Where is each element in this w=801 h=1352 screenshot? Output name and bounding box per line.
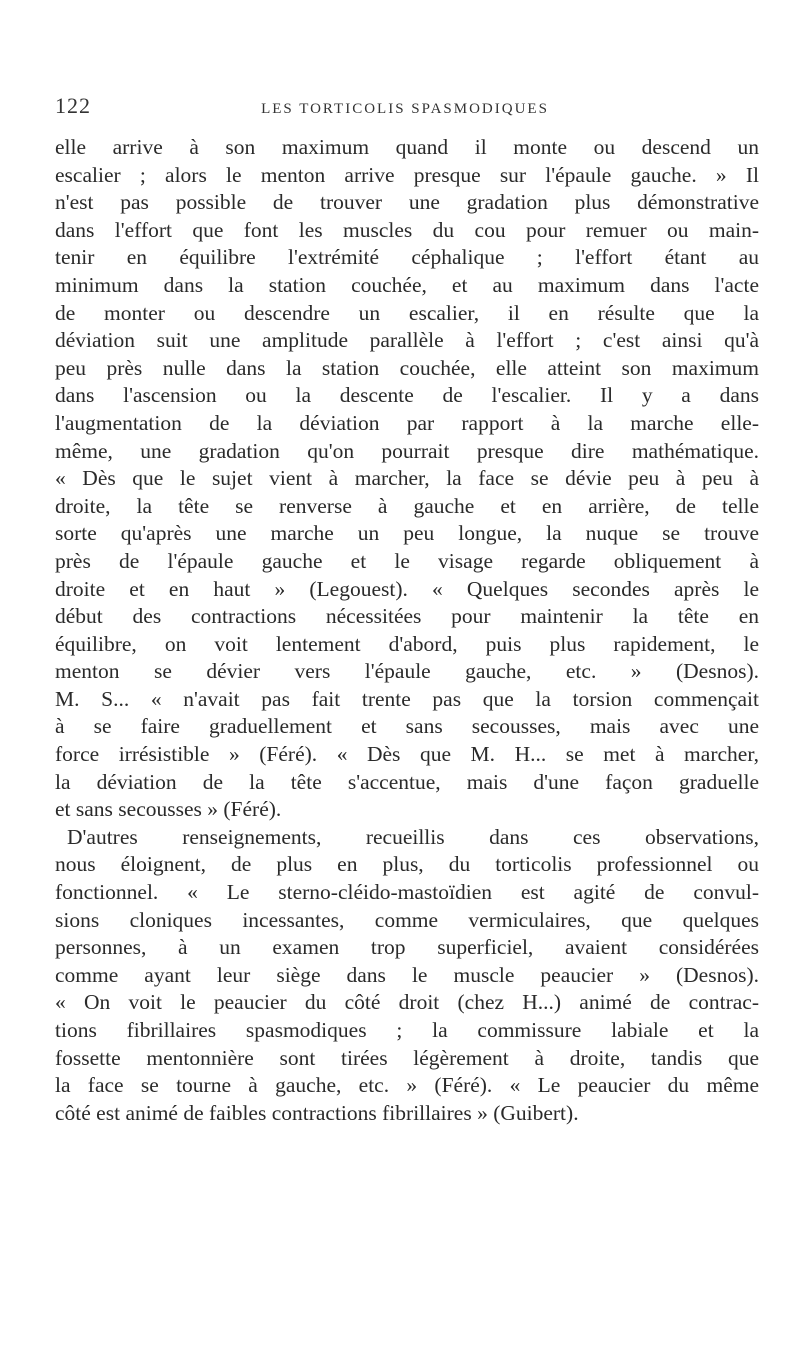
text-line: n'est pas possible de trouver une gradation plus démonstrative	[55, 190, 759, 215]
page-header	[55, 93, 755, 123]
text-line: D'autres renseignements, recueillis dans ces observations,	[67, 824, 759, 849]
text-line: personnes, à un examen trop superficiel, avaient considérées	[55, 935, 759, 960]
text-line: à se faire graduellement et sans secousses, mais avec une	[55, 714, 759, 739]
text-line: équilibre, on voit lentement d'abord, puis plus rapidement, le	[55, 631, 759, 656]
text-line: tenir en équilibre l'extrémité céphalique ; l'effort étant au	[55, 245, 759, 270]
text-line: escalier ; alors le menton arrive presque sur l'épaule gauche. » Il	[55, 162, 759, 187]
text-line: peu près nulle dans la station couchée, elle atteint son maximum	[55, 355, 759, 380]
text-line: sorte qu'après une marche un peu longue, la nuque se trouve	[55, 521, 759, 546]
text-line: force irrésistible » (Féré). « Dès que M. H... se met à marcher,	[55, 742, 759, 767]
text-line: droite, la tête se renverse à gauche et en arrière, de telle	[55, 493, 759, 518]
text-line: même, une gradation qu'on pourrait presque dire mathématique.	[55, 438, 759, 463]
text-line: dans l'ascension ou la descente de l'escalier. Il y a dans	[55, 383, 759, 408]
text-line: tions fibrillaires spasmodiques ; la commissure labiale et la	[55, 1018, 759, 1042]
text-line: « On voit le peaucier du côté droit (chez H...) animé de contrac-	[55, 990, 759, 1015]
text-line: début des contractions nécessitées pour maintenir la tête en	[55, 604, 759, 629]
text-line: minimum dans la station couchée, et au maximum dans l'acte	[55, 272, 759, 297]
text-line: M. S... « n'avait pas fait trente pas que la torsion commençait	[55, 686, 759, 711]
text-line: l'augmentation de la déviation par rapport à la marche elle-	[55, 410, 759, 435]
page-number: 122	[55, 93, 91, 118]
text-line: déviation suit une amplitude parallèle à l'effort ; c'est ainsi qu'à	[55, 328, 759, 353]
text-line: menton se dévier vers l'épaule gauche, etc. » (Desnos).	[55, 659, 759, 684]
text-line: la déviation de la tête s'accentue, mais d'une façon graduelle	[55, 769, 759, 794]
text-line: sions cloniques incessantes, comme vermiculaires, que quelques	[55, 907, 759, 932]
text-line: droite et en haut » (Legouest). « Quelques secondes après le	[55, 576, 759, 601]
text-line: dans l'effort que font les muscles du cou pour remuer ou main-	[55, 217, 759, 242]
text-line: nous éloignent, de plus en plus, du torticolis professionnel ou	[55, 852, 759, 877]
text-line: elle arrive à son maximum quand il monte ou descend un	[55, 135, 759, 159]
text-line: fonctionnel. « Le sterno-cléido-mastoïdien est agité de convul-	[55, 880, 759, 905]
text-line: la face se tourne à gauche, etc. » (Féré). « Le peaucier du même	[55, 1073, 759, 1098]
text-line: près de l'épaule gauche et le visage regarde obliquement à	[55, 548, 759, 573]
text-line: de monter ou descendre un escalier, il en résulte que la	[55, 300, 759, 325]
text-line: et sans secousses » (Féré).	[55, 797, 282, 822]
text-line: comme ayant leur siège dans le muscle peaucier » (Desnos).	[55, 962, 759, 987]
text-line: fossette mentonnière sont tirées légèrement à droite, tandis que	[55, 1045, 759, 1070]
running-title: LES TORTICOLIS SPASMODIQUES	[261, 101, 549, 117]
text-line: « Dès que le sujet vient à marcher, la face se dévie peu à peu à	[55, 466, 759, 491]
body-text	[55, 134, 759, 1127]
text-line: côté est animé de faibles contractions fibrillaires » (Guibert).	[55, 1100, 579, 1125]
